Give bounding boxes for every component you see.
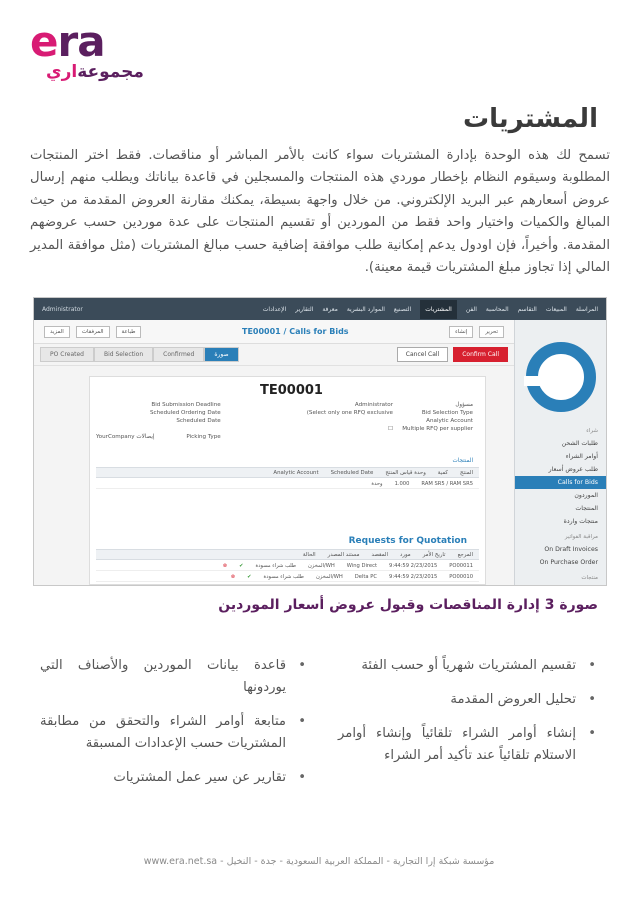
table-cell [309, 583, 348, 586]
logo-arabic: مجموعةاري [46, 62, 144, 82]
table-cell: وحدة [371, 481, 383, 487]
breadcrumb-bar [34, 320, 514, 344]
company-logo [28, 18, 168, 86]
topbar-user: Administrator [42, 305, 83, 313]
logo-latin: era [30, 17, 105, 66]
picking-type-label: Picking Type [186, 434, 221, 440]
column-header: المنتج [460, 470, 473, 476]
table-cell: طلب شراء مسودة [263, 574, 304, 580]
topbar-menu-item[interactable]: المبيعات [545, 305, 567, 313]
column-header: كمية [437, 470, 448, 476]
topbar-menu-item[interactable]: الفن [465, 305, 477, 313]
analytic-label: Analytic Account [426, 418, 473, 424]
list-item: • متابعة أوامر الشراء والتحقق من مطابقة المشتريات حسب الإعدادات المسبقة [40, 711, 308, 755]
responsible-value[interactable]: Administrator [354, 402, 393, 408]
create-button[interactable]: إنشاء [449, 326, 473, 338]
check-icon[interactable]: ✔ [239, 563, 244, 569]
step-confirmed[interactable]: Confirmed [153, 347, 204, 362]
table-row[interactable] [96, 479, 479, 489]
table-row[interactable] [96, 572, 479, 582]
scheduled-date-label: Scheduled Date [176, 418, 221, 424]
topbar-menu-item[interactable]: المشتريات [420, 300, 457, 319]
bid-type-label: Bid Selection Type [421, 410, 473, 416]
table-cell: طلب شراء مسودة [255, 563, 296, 569]
lines-tab[interactable]: المنتجات [452, 458, 473, 464]
column-header: مورد [400, 552, 411, 558]
edit-button[interactable]: تحرير [479, 326, 504, 338]
cancel-icon[interactable]: ⊗ [230, 574, 236, 580]
feature-list-right [338, 655, 598, 779]
multi-rfq-checkbox[interactable]: ☐ [387, 426, 393, 432]
topbar-menu-item[interactable]: التقارير [295, 305, 314, 313]
list-item: • تقسيم المشتريات شهرياً أو حسب الفئة [338, 655, 598, 677]
column-header: المقصد [371, 552, 388, 558]
topbar-menu-item[interactable]: التقاسم [517, 305, 537, 313]
sidebar-item[interactable]: On Purchase Order [539, 559, 598, 566]
sidebar-item[interactable]: طلبات الشحن [561, 440, 598, 447]
check-icon[interactable]: ✔ [247, 574, 252, 580]
intro-paragraph: تسمح لك هذه الوحدة بإدارة المشتريات سواء كانت بالأمر المباشر أو مناقصات. فقط اختر المنتجات المطلوبة وسيقوم النظام بإخطار موردي هذه المنتجات والمسجلين في قاعدة بياناتك ويطلب منهم إرسال عروض أسعارهم عبر البريد الإلكتروني. من خلال واجهة بسيطة، يمكنك مقارنة العروض المقدمة من حيث المبالغ والكميات واختيار واحد فقط من الموردين أو تقسيم المنتجات على عدة موردين حسب عروضهم المقدمة. وأخيراً، فإن اودول يدعم إمكانية طلب موافقة إضافية حسب مبالغ المشتريات (مثل موافقة المدير المالي إذا تجاوز مبلغ المشتريات قيمة معينة). [30, 148, 610, 276]
bid-type-value[interactable]: (Select only one RFQ exclusive [306, 410, 393, 416]
step-po-created[interactable]: PO Created [40, 347, 94, 362]
column-header: Scheduled Date [330, 470, 374, 476]
column-header: مستند المصدر [327, 552, 360, 558]
table-cell [443, 583, 479, 586]
table-cell [383, 583, 443, 586]
table-cell: 2/23/2015 9:44:59 [389, 574, 438, 580]
topbar-menu-item[interactable]: التصنيع [393, 305, 412, 313]
app-topbar [34, 298, 606, 320]
sidebar-item[interactable]: أوامر الشراء [565, 453, 598, 460]
step-bid-selection[interactable]: Bid Selection [94, 347, 153, 362]
sidebar-item[interactable]: الموردون [574, 492, 598, 499]
rfq-title: Requests for Quotation [348, 536, 467, 546]
list-item: • قاعدة بيانات الموردين والأصناف التي يوردونها [40, 655, 308, 699]
feature-list-left [40, 655, 308, 801]
column-header: تاريخ الأمر [422, 552, 446, 558]
page-footer: مؤسسة شبكة إرا التجارية - المملكة العربية السعودية - جدة - النخيل - www.era.net.sa [143, 856, 495, 867]
company-value[interactable]: YourCompany [96, 434, 135, 440]
table-row[interactable] [96, 583, 479, 586]
responsible-label: مسؤول [455, 402, 473, 408]
cancel-icon[interactable]: ⊗ [222, 563, 228, 569]
attachments-dropdown[interactable]: المرفقات [76, 326, 110, 338]
column-header: المرجع [457, 552, 473, 558]
column-header: Analytic Account [273, 470, 319, 476]
sidebar-item[interactable]: طلب عروض أسعار [548, 466, 598, 473]
table-cell: 1.000 [394, 481, 410, 487]
table-cell: PO00010 [449, 574, 473, 580]
rfq-header [96, 549, 479, 560]
table-cell: WH/المخزن [307, 563, 335, 569]
topbar-menu-item[interactable]: معرفة [322, 305, 338, 313]
cancel-icon[interactable] [224, 583, 240, 586]
sidebar-item[interactable]: مراقبة الفواتير [564, 534, 598, 540]
app-logo-icon [526, 342, 596, 412]
record-number: TE00001 [260, 383, 323, 398]
app-content [34, 320, 514, 585]
table-cell [348, 583, 383, 586]
sidebar-item[interactable]: المنتجات [575, 505, 598, 512]
sidebar-item[interactable]: منتجات [581, 575, 598, 581]
column-header: وحدة قياس المنتج [385, 470, 426, 476]
table-cell: Delta PC [354, 574, 378, 580]
table-cell [257, 583, 309, 586]
table-cell: PO00011 [449, 563, 473, 569]
sidebar-item[interactable]: شراء [586, 428, 598, 434]
ordering-date-label: Scheduled Ordering Date [150, 410, 221, 416]
figure-caption: صورة 3 إدارة المناقصات وقبول عروض أسعار الموردين [218, 597, 598, 613]
multi-rfq-label: Multiple RFQ per supplier [402, 426, 473, 432]
more-dropdown[interactable]: المزيد [44, 326, 70, 338]
check-icon[interactable] [241, 583, 257, 586]
topbar-menu-item[interactable]: المراسلة [575, 305, 598, 313]
lines-header [96, 467, 479, 478]
step-image[interactable]: صورة [204, 347, 238, 362]
column-header: الحالة [302, 552, 316, 558]
list-item: • تقارير عن سير عمل المشتريات [40, 767, 308, 789]
status-row [34, 344, 514, 366]
table-cell: RAM SR5 / RAM SR5 [421, 481, 473, 487]
app-sidebar [514, 320, 606, 585]
topbar-menu-item[interactable]: الموارد البشرية [346, 305, 385, 313]
table-cell: Wing Direct [346, 563, 378, 569]
table-row[interactable] [96, 561, 479, 571]
record-sheet [89, 376, 486, 585]
status-steps [40, 347, 239, 362]
sidebar-item[interactable]: Calls for Bids [515, 476, 606, 489]
page-title: المشتريات [462, 104, 598, 134]
receipts-value[interactable]: إيصالات [136, 434, 155, 440]
sidebar-item[interactable] [515, 584, 606, 586]
sidebar-item[interactable]: On Draft Invoices [544, 546, 598, 553]
table-cell: WH/المخزن [315, 574, 343, 580]
print-dropdown[interactable]: طباعة [116, 326, 142, 338]
list-item: • إنشاء أوامر الشراء تلقائياً وإنشاء أوامر الاستلام تلقائياً عند تأكيد أمر الشراء [338, 723, 598, 767]
breadcrumb: TE00001 / Calls for Bids [241, 327, 349, 336]
sidebar-item[interactable]: منتجات واردة [563, 518, 598, 525]
table-cell: 2/23/2015 9:44:59 [389, 563, 438, 569]
app-screenshot [33, 297, 607, 586]
deadline-label: Bid Submission Deadline [151, 402, 221, 408]
list-item: • تحليل العروض المقدمة [338, 689, 598, 711]
confirm-call-button[interactable]: Confirm Call [453, 347, 508, 362]
cancel-call-button[interactable]: Cancel Call [397, 347, 448, 362]
topbar-menu-item[interactable]: المحاسبة [485, 305, 509, 313]
topbar-menu-item[interactable]: الإعدادات [262, 305, 287, 313]
